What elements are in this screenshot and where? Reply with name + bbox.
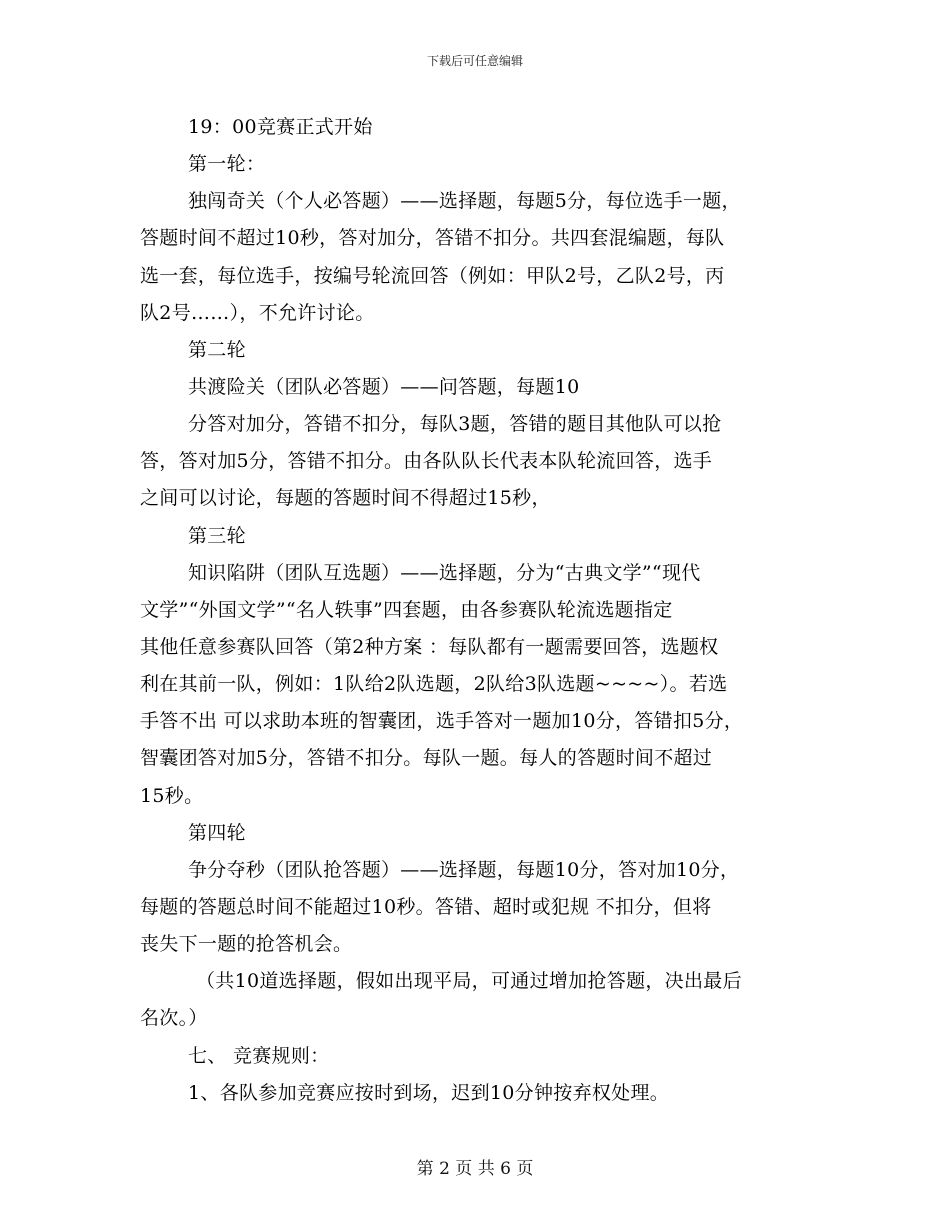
document-body	[140, 112, 840, 1115]
page-header: 下载后可任意编辑	[426, 54, 523, 68]
paragraph-line: 第四轮	[188, 821, 246, 844]
paragraph-line: 手答不出 可以求助本班的智囊团，选手答对一题加10分，答错扣5分，	[140, 710, 744, 733]
paragraph-line: 答，答对加5分，答错不扣分。由各队队长代表本队轮流回答，选手	[140, 450, 713, 473]
paragraph-line: 队2号……），不允许讨论。	[140, 301, 375, 324]
paragraph-line: 第二轮	[188, 338, 246, 361]
paragraph-line: （共10道选择题，假如出现平局，可通过增加抢答题，决出最后	[196, 970, 742, 993]
page-footer: 第 2 页 共 6 页	[416, 1159, 534, 1179]
paragraph-line: 争分夺秒（团队抢答题）——选择题，每题10分，答对加10分，	[188, 858, 740, 881]
paragraph-line: 其他任意参赛队回答（第2种方案 ：每队都有一题需要回答，选题权	[140, 635, 719, 658]
paragraph-line: 智囊团答对加5分，答错不扣分。每队一题。每人的答题时间不超过	[140, 747, 713, 770]
paragraph-line: 15秒。	[140, 784, 204, 807]
paragraph-line: 文学”“外国文学”“名人轶事”四套题，由各参赛队轮流选题指定	[140, 598, 673, 621]
paragraph-line: 19：00竞赛正式开始	[188, 116, 373, 138]
paragraph-line: 利在其前一队，例如：1队给2队选题，2队给3队选题~~~~）。若选	[140, 673, 728, 696]
paragraph-line: 之间可以讨论，每题的答题时间不得超过15秒，	[140, 487, 551, 510]
paragraph-line: 答题时间不超过10秒，答对加分，答错不扣分。共四套混编题，每队	[140, 227, 725, 250]
paragraph-line: 选一套，每位选手，按编号轮流回答（例如：甲队2号，乙队2号，丙	[140, 264, 725, 287]
paragraph-line: 1、各队参加竞赛应按时到场，迟到10分钟按弃权处理。	[188, 1081, 670, 1104]
paragraph-line: 名次。）	[140, 1007, 208, 1030]
paragraph-line: 每题的答题总时间不能超过10秒。答错、超时或犯规 不扣分，但将	[140, 895, 712, 918]
paragraph-line: 共渡险关（团队必答题）——问答题，每题10	[188, 375, 580, 398]
paragraph-line: 第一轮：	[188, 153, 266, 176]
paragraph-line: 丧失下一题的抢答机会。	[140, 933, 353, 956]
paragraph-line: 七、 竞赛规则：	[188, 1044, 330, 1067]
paragraph-line: 独闯奇关（个人必答题）——选择题，每题5分，每位选手一题，	[188, 190, 741, 213]
paragraph-line: 第三轮	[188, 524, 246, 547]
paragraph-line: 知识陷阱（团队互选题）——选择题，分为“古典文学”“现代	[188, 561, 701, 584]
paragraph-line: 分答对加分，答错不扣分，每队3题，答错的题目其他队可以抢	[188, 413, 722, 436]
